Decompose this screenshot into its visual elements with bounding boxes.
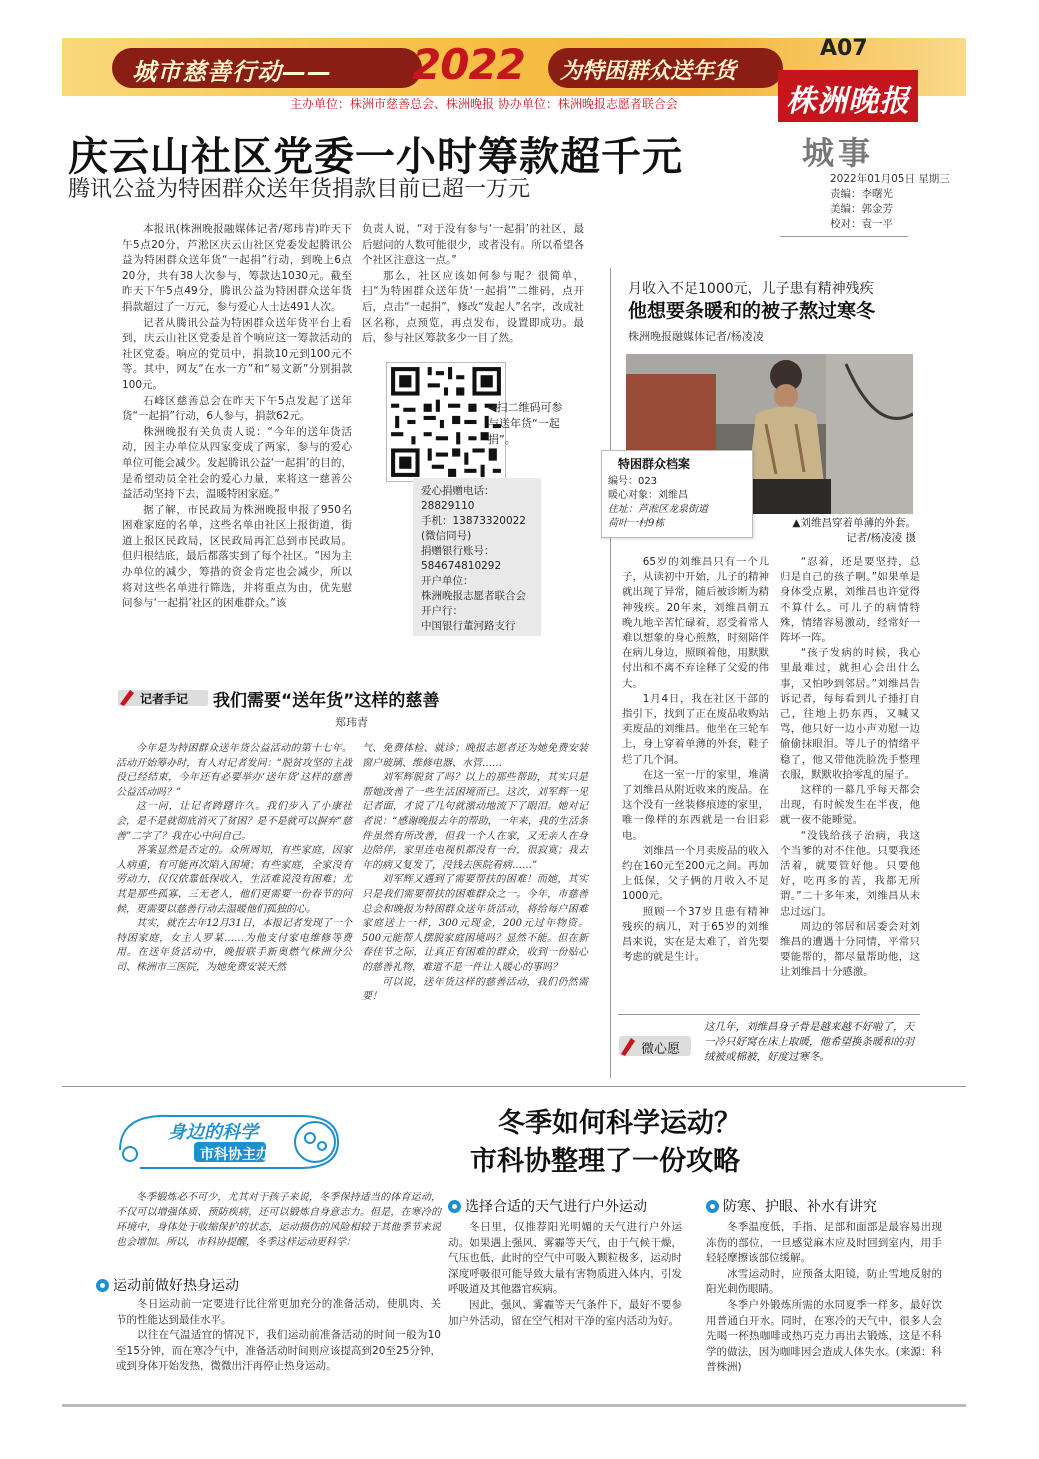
- science-subhead-1-text: 运动前做好热身运动: [113, 1278, 239, 1294]
- science-paragraph: 冬日运动前一定要进行比往常更加充分的准备活动，使肌肉、关节的性能达到最佳水平。: [116, 1298, 441, 1326]
- memo-tag: [118, 688, 208, 708]
- science-column-logo: [110, 1110, 348, 1172]
- feature-paragraph: 周边的邻居和居委会对刘维昌的遭遇十分同情，平常只要能帮的，都尽量帮助他，这让刘维昌十分感激。: [780, 920, 920, 979]
- banner-campaign-text: 城市慈善行动——: [132, 58, 332, 86]
- science-paragraph: 冬季温度低，手指、足部和面部是最容易出现冻伤的部位，一旦感觉麻木应及时回到室内，用手轻轻摩擦该部位缓解。: [706, 1221, 942, 1265]
- science-intro: [116, 1190, 441, 1250]
- wish-divider: [618, 1014, 920, 1015]
- science-headline-1: 冬季如何科学运动？: [498, 1108, 741, 1139]
- feature-paragraph: 这样的一幕几乎每天都会出现，有时候发生在半夜，他就一夜不能睡觉。: [780, 784, 920, 827]
- memo-paragraph: 答案显然是否定的。众所周知，有些家庭，因家人病重，有可能再次陷入困境；有些家庭，全家没有劳动力，仅仅依靠低保收入，生活难说没有困难；尤其是那些孤寡、三无老人，他们更需要一份春节的问候，更需要以慈善行动去温暖他们孤独的心。: [116, 845, 352, 915]
- science-section-1: [116, 1297, 441, 1375]
- science-subhead-2: [448, 1196, 647, 1216]
- photo-caption-line-2: 记者/杨凌凌 摄: [846, 532, 916, 544]
- profile-card-title: 特困群众档案: [618, 457, 691, 471]
- wechat-note: (微信同号): [421, 530, 472, 542]
- lead-subhead: 腾讯公益为特困群众送年货捐款目前已超一万元: [68, 177, 531, 202]
- donation-info-box: [413, 478, 541, 636]
- lead-paragraph: 据了解，市民政局为株洲晚报申报了950名困难家庭的名单，这些名单由社区上报街道，街道上报区民政局，区民政局再汇总到市民政局。但归根结底，最后都落实到了每个社区。“因为主办单位的减少，筹措的资金肯定也会减少，所以将对这些名单进行筛选，并将重点为由，优先慰问参与‘一起捐’社区的困难群众。”该: [122, 503, 352, 610]
- page-number: A07: [820, 36, 868, 61]
- banner-campaign-pill: [112, 48, 422, 88]
- feature-title: 他想要条暖和的被子熬过寒冬: [628, 300, 876, 322]
- memo-column-2: [362, 742, 588, 1005]
- hotline-label: 爱心捐赠电话：: [421, 485, 495, 497]
- section-divider: [62, 1086, 966, 1087]
- memo-author: 郑玮青: [335, 716, 368, 729]
- page-bottom-rule: [62, 1404, 966, 1407]
- science-intro-text: 冬季锻炼必不可少，尤其对于孩子来说，冬季保持适当的体育运动，不仅可以增强体质、预防疾病，还可以锻炼自身意志力。但是，在寒冷的环境中，身体处于收缩保护的状态，运动损伤的风险相较于其他季节来说也会增加。所以，市科协提醒，冬季这样运动更科学：: [116, 1192, 441, 1248]
- memo-tag-label: 记者手记: [140, 692, 189, 706]
- photo-caption-line-1: ▲刘维昌穿着单薄的外套。: [792, 517, 916, 529]
- memo-paragraph: 今年是为特困群众送年货公益活动的第十七年。活动开始筹办时，有人对记者发问：“脱贫攻坚的主战役已经结束，今年还有必要举办‘送年货’这样的慈善公益活动吗？”: [116, 743, 352, 798]
- memo-paragraph: 其实，就在去年12月31日，本报记者发现了一个特困家庭，女主人罗某……为他支付家电维修等费用。在送年货活动中，晚报联手新奥燃气株洲分公司、株洲市三医院，为她免费安装天然: [116, 918, 352, 973]
- science-subhead-2-text: 选择合适的天气进行户外运动: [465, 1199, 647, 1215]
- profile-card: [601, 450, 753, 538]
- memo-paragraph: 这一问，让记者踌躇许久。我们步入了小康社会，是不是就彻底消灭了贫困？是不是就可以摒弃“慈善”二字了？我在心中问自己。: [116, 801, 352, 842]
- memo-paragraph: 刘军辉脱贫了吗？以上的那些帮助，其实只是帮她改善了一些生活困境而已。这次，刘军辉一见记者面，才说了几句就激动地流下了眼泪。她对记者说：“感谢晚报去年的帮助，一年来，我的生活条件虽然有所改善，但我一个人在家，又无亲人在身边陪伴，家里连电视机都没有一台，很寂寞；我去年的病又复发了，没钱去医院看病……”: [362, 772, 588, 871]
- lead-paragraph: 负责人说，“对于没有参与‘一起捐’的社区，最后慰问的人数可能很少，或者没有。所以希望各个社区注意这一点。”: [362, 223, 584, 267]
- account-label: 捐赠银行账号：: [421, 545, 495, 557]
- wish-text: 这几年，刘维昌身子骨是越来越不好啦了，天一冷只好窝在床上取暖，他希望换条暖和的羽绒被或棉被，好度过寒冬。: [704, 1021, 914, 1063]
- science-section-2: [448, 1220, 682, 1329]
- memo-column-1: [116, 742, 352, 976]
- feature-paragraph: 65岁的刘维昌只有一个儿子，从读初中开始，儿子的精神就出现了异常，随后被诊断为精神残疾。20年来，刘维昌朝五晚九地辛苦忙碌着，忍受着常人难以想象的身心煎熬，时刻陪伴在病儿身边，照顾着他，用默默付出和不离不弃诠释了父爱的伟大。: [622, 556, 769, 690]
- bank-name: 中国银行董河路支行: [421, 620, 516, 632]
- science-subhead-3: [706, 1196, 877, 1216]
- science-subhead-3-text: 防寒、护眼、补水有讲究: [723, 1199, 877, 1215]
- organizer-line: 主办单位：株洲市慈善总会、株洲晚报 协办单位：株洲晚报志愿者联合会: [290, 97, 678, 111]
- science-paragraph: 因此，强风、雾霾等天气条件下，最好不要参加户外活动，留在空气相对干净的室内活动为好。: [448, 1298, 682, 1327]
- feature-kicker: 月收入不足1000元，儿子患有精神残疾: [628, 281, 874, 297]
- profile-address-2: 荷叶一村9栋: [608, 518, 665, 529]
- science-logo-sponsor: 市科协主办: [200, 1147, 270, 1163]
- lead-paragraph: 石峰区慈善总会在昨天下午5点发起了送年货“一起捐”行动，6人参与，捐款62元。: [122, 394, 352, 423]
- lead-paragraph: 本报讯(株洲晚报融媒体记者/郑玮青)昨天下午5点20分，芦淞区庆云山社区党委发起腾讯公益为特困群众送年货“一起捐”行动，到晚上6点20分，共有38人次参与，筹款达1030元。截至昨天下午5点49分，腾讯公益为特困群众送年货捐款超过了一万元，参与爱心人士达491人次。: [122, 223, 352, 313]
- bank-label: 开户行：: [421, 605, 463, 617]
- editor-credit: 责编：李曙光: [830, 188, 893, 200]
- bullet-icon: [706, 1200, 719, 1213]
- feature-paragraph: 在这一室一厅的家里，堆满了刘维昌从附近收来的废品。在这个没有一丝装修痕迹的家里，唯一像样的东西就是一台旧彩电。: [622, 768, 769, 842]
- science-paragraph: 冰雪运动时，应预备太阳镜，防止雪地反射的阳光刺伤眼睛。: [706, 1267, 942, 1296]
- feature-paragraph: 刘维昌一个月卖废品的收入约在160元至200元之间。再加上低保，父子俩的月收入不足1000元。: [622, 844, 769, 903]
- profile-target: 暖心对象：刘维昌: [608, 490, 688, 501]
- lead-column-1: [122, 222, 352, 612]
- science-paragraph: 以往在气温适宜的情况下，我们运动前准备活动的时间一般为10至15分钟，而在寒冷气中，准备活动时间则应该提高到20至25分钟，或到身体开始发热，微微出汗再停止热身运动。: [116, 1329, 441, 1373]
- memo-title: 我们需要“送年货”这样的慈善: [213, 691, 440, 711]
- qr-caption: ◀扫二维码可参与送年货“一起捐”。: [488, 401, 563, 446]
- mobile-number: 手机：13873320022: [421, 515, 526, 527]
- issue-date: 2022年01月05日 星期三: [830, 173, 950, 185]
- science-subhead-1: [96, 1275, 239, 1295]
- column-divider: [610, 268, 611, 1078]
- feature-paragraph: 1月4日，我在社区干部的指引下，找到了正在废品收购站卖废品的刘维昌。他坐在三轮车上，身上穿着单薄的外套，鞋子烂了几个洞。: [622, 692, 769, 766]
- bullet-icon: [448, 1200, 461, 1213]
- section-title: 城事: [802, 134, 875, 172]
- unit-name: 株洲晚报志愿者联合会: [421, 590, 526, 602]
- profile-card-body: [608, 475, 708, 531]
- profile-number: 编号：023: [608, 476, 658, 487]
- wish-tag-label: 微心愿: [641, 1042, 681, 1057]
- newspaper-logo: [778, 70, 918, 122]
- memo-paragraph: 刘军辉又遇到了需要帮扶的困难！而她，其实只是我们需要帮扶的困难群众之一。今年，市慈善总会和晚报为特困群众送年货活动，将给每户困难家庭送上一样，300元现金，200元过年物资。500元能帮人摆脱家庭困境吗？显然不能。但在新春佳节之际，让真正有困难的群众，收到一份贴心的慈善礼物，难道不是一件让人暖心的事吗？: [362, 874, 588, 973]
- feature-paragraph: “没钱给孩子治病，我这个当爹的对不住他。只要我还活着，就要管好他。只要他好，吃再多的苦，我都无所谓。”二十多年来，刘维昌从未忠过远门。: [780, 829, 920, 918]
- designer-credit: 美编：郭金芳: [830, 203, 893, 215]
- hotline-number: 28829110: [421, 500, 475, 512]
- feature-paragraph: “孩子发病的时候，我心里最难过，就担心会出什么事，又怕吵到邻居。”刘维昌告诉记者，每每看到儿子捶打自己，往地上扔东西，又喊又骂，他只好一边小声劝慰一边偷偷抹眼泪。等儿子的情绪平稳了，他又带他洗脸洗手整理衣服，默默收拾零乱的屋子。: [780, 647, 920, 781]
- account-number: 584674810292: [421, 560, 502, 572]
- feature-byline: 株洲晚报融媒体记者/杨凌凌: [628, 330, 764, 343]
- banner-year: 2022: [412, 40, 525, 89]
- science-paragraph: 冬季户外锻炼所需的水同夏季一样多，最好饮用普通白开水。同时，在寒冷的天气中，很多人会先喝一杯热咖啡或热巧克力再出去锻炼，这是不科学的做法，因为咖啡因会造成人体失水。(来源：科普株洲): [706, 1298, 942, 1374]
- lead-paragraph: 那么，社区应该如何参与呢？很简单，扫“为特困群众送年货‘一起捐’”二维码，点开后，点击“一起捐”，修改“发起人”名字，改成社区名称，点预览，再点发布，设置即成功。最后，参与社区筹款多少一目了然。: [362, 269, 584, 345]
- photo-caption: [770, 516, 916, 546]
- unit-label: 开户单位：: [421, 575, 474, 587]
- logo-text: 株洲晚报: [786, 84, 910, 119]
- bullet-icon: [96, 1279, 109, 1292]
- meta-divider: [780, 236, 908, 237]
- profile-address-1: 住址：芦淞区龙泉街道: [608, 504, 708, 515]
- feature-paragraph: “忍着，还是要坚持，总归是自己的孩子啊。”如果单是身体受点累，刘维昌也许觉得不算什么。可儿子的病情特殊，情绪容易激动，经常好一阵坏一阵。: [780, 556, 920, 645]
- memo-paragraph: 可以说，送年货这样的慈善活动，我们仍然需要！: [362, 976, 588, 1003]
- feature-column-1: [622, 555, 769, 965]
- wish-tag: [619, 1034, 691, 1058]
- proof-credit: 校对：袁一平: [830, 218, 893, 230]
- banner-slogan-pill: [548, 48, 783, 88]
- science-paragraph: 冬日里，仅推荐阳光明媚的天气进行户外运动。如果遇上强风、雾霾等天气，由于气候干燥，气压也低，此时的空气中可吸入颗粒极多，运动时深度呼吸很可能导致大量有害物质进入体内，引发呼吸道及其他器官疾病。: [448, 1221, 682, 1296]
- science-headline-2: 市科协整理了一份攻略: [470, 1146, 740, 1177]
- lead-column-2: [362, 222, 584, 347]
- page-meta: [830, 172, 950, 232]
- lead-headline: 庆云山社区党委一小时筹款超千元: [68, 134, 683, 180]
- lead-paragraph: 记者从腾讯公益为特困群众送年货平台上看到，庆云山社区党委是首个响应这一筹款活动的社区党委。响应的党员中，捐款10元到100元不等。其中，网友“在水一方”和“易文新”分别捐款100元。: [122, 316, 352, 391]
- banner-slogan-text: 为特困群众送年货: [560, 59, 737, 84]
- feature-column-2: [780, 555, 920, 981]
- science-logo-title: 身边的科学: [168, 1122, 258, 1143]
- lead-paragraph: 株洲晚报有关负责人说：“今年的送年货活动，因主办单位从四家变成了两家，参与的爱心单位可能会减少。发起腾讯公益‘一起捐’的目的，是希望动员全社会的爱心力量，来将这一慈善公益活动坚持下去，温暖特困家庭。”: [122, 425, 352, 501]
- memo-paragraph: 气、免费体检、就诊；晚报志愿者还为她免费安装窗户玻璃、维修电器、水管……: [362, 743, 588, 769]
- science-section-3: [706, 1220, 942, 1376]
- feature-paragraph: 照顾一个37岁且患有精神残疾的病儿，对于65岁的刘维昌来说，实在是太难了，首先要考虑的就是生计。: [622, 905, 769, 964]
